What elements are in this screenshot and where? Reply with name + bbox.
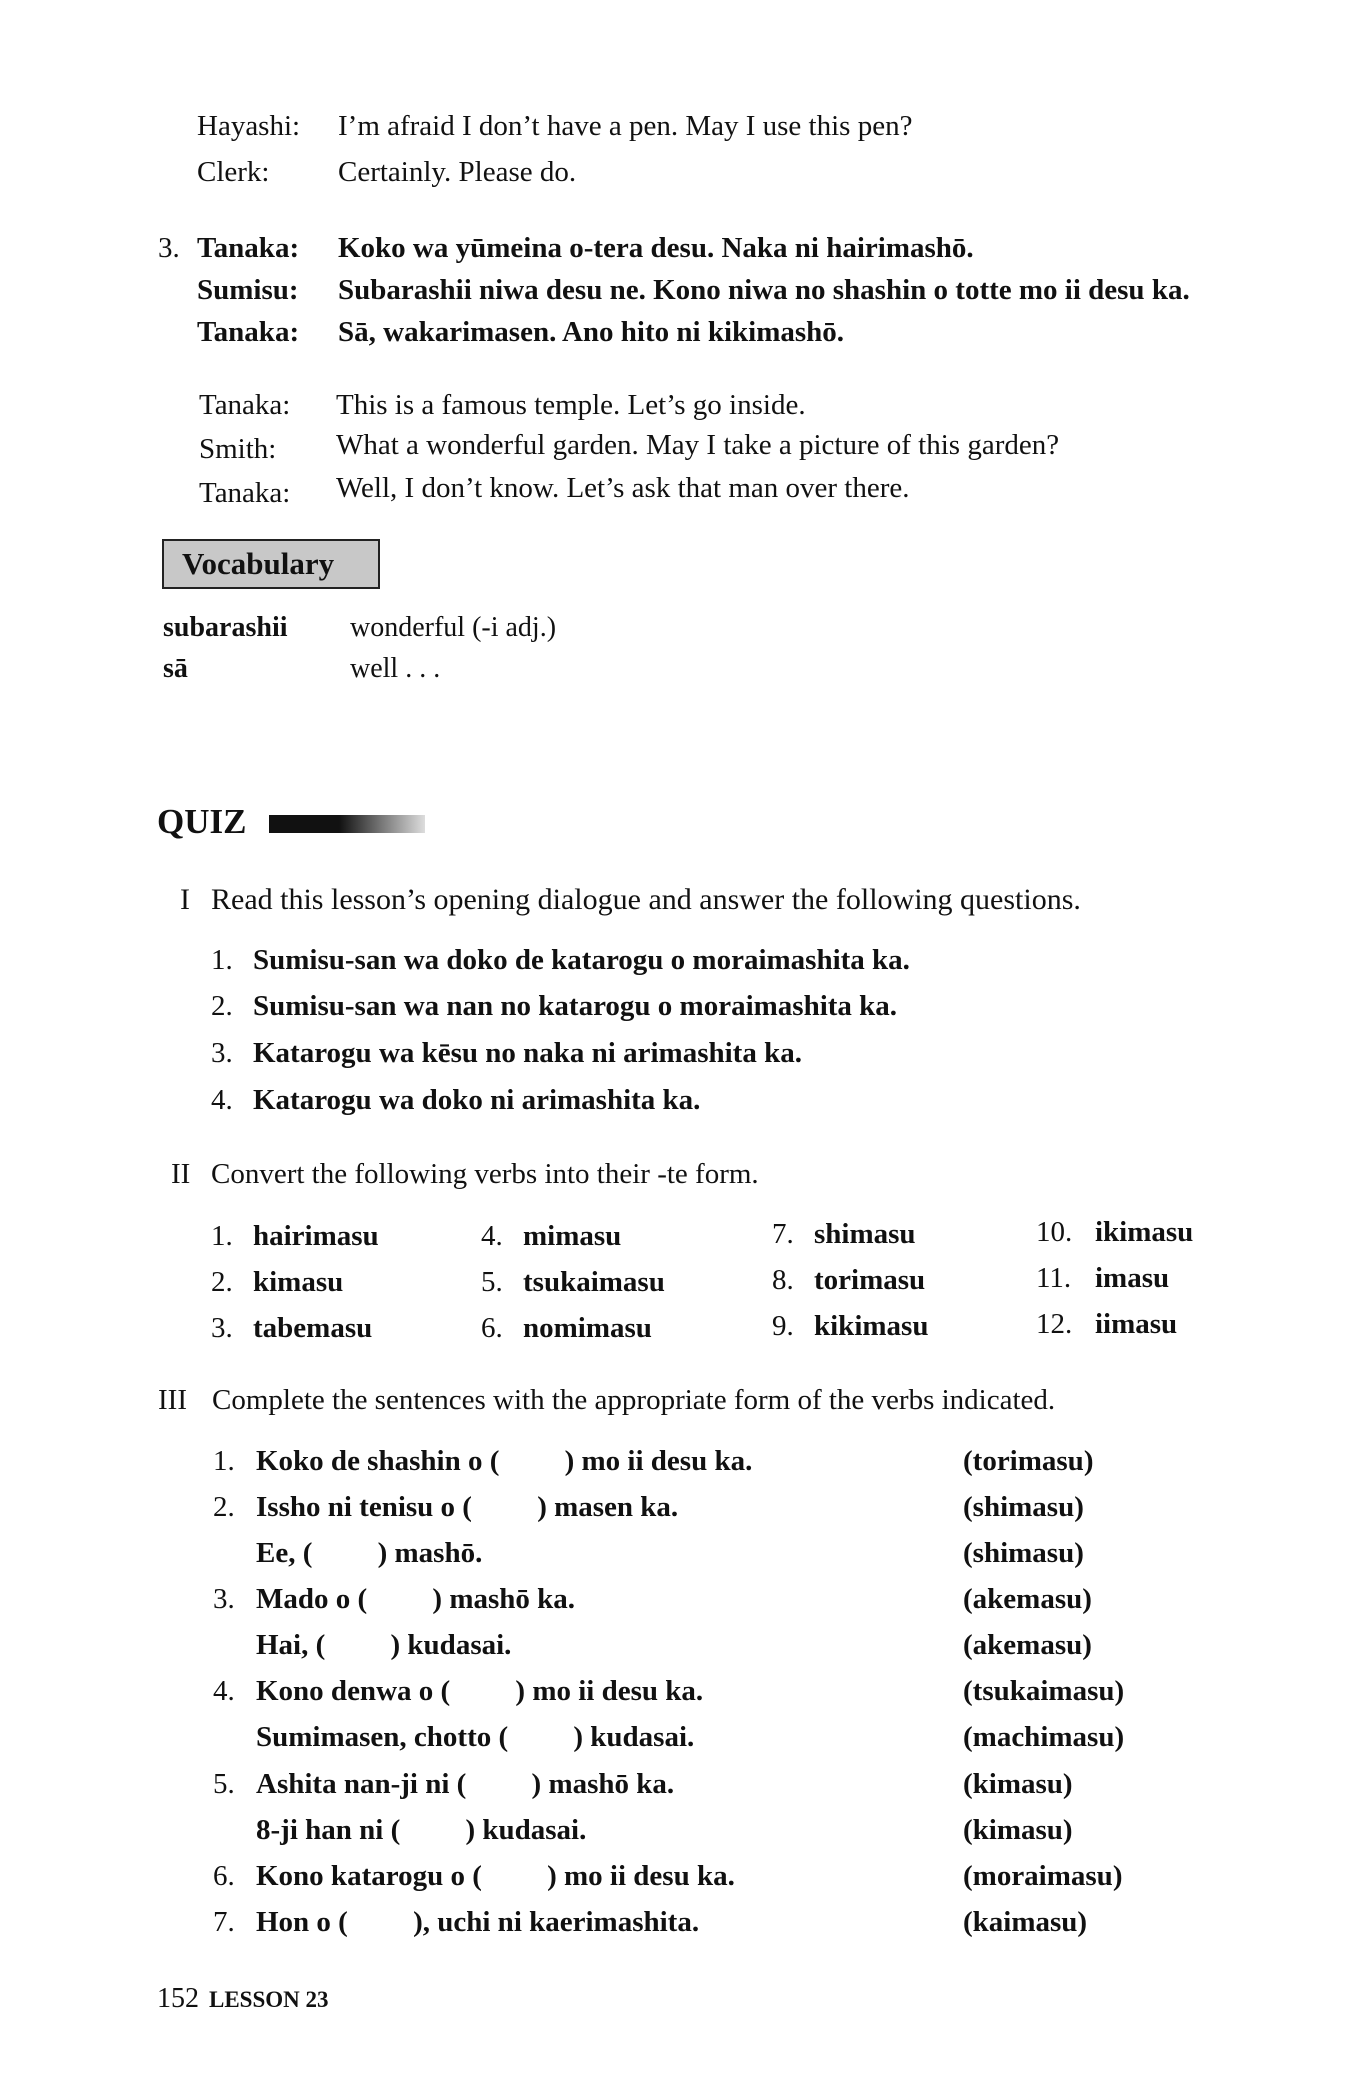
verb-hint: (kaimasu) bbox=[963, 1906, 1088, 1938]
sentence-text: Ee, ( ) mashō. bbox=[256, 1537, 483, 1569]
sentence-text: Koko de shashin o ( ) mo ii desu ka. bbox=[256, 1445, 753, 1477]
dialogue-line: Well, I don’t know. Let’s ask that man over there. bbox=[336, 472, 910, 504]
sentence-number: 7. bbox=[213, 1906, 235, 1938]
quiz-title: QUIZ bbox=[157, 802, 247, 841]
dialogue-line: Sā, wakarimasen. Ano hito ni kikimashō. bbox=[338, 316, 845, 348]
speaker-label: Clerk: bbox=[197, 156, 270, 188]
sentence-number: 5. bbox=[213, 1768, 235, 1800]
vocab-definition: well . . . bbox=[350, 653, 441, 684]
speaker-label: Tanaka: bbox=[199, 389, 291, 421]
section-instruction: Read this lesson’s opening dialogue and answer the following questions. bbox=[211, 883, 1081, 916]
speaker-label: Tanaka: bbox=[197, 316, 300, 348]
dialogue-number: 3. bbox=[158, 232, 180, 264]
dialogue-line: Koko wa yūmeina o-tera desu. Naka ni hairimashō. bbox=[338, 232, 974, 264]
lesson-label: LESSON 23 bbox=[209, 1987, 329, 2012]
verb-number: 3. bbox=[211, 1312, 233, 1344]
verb-hint: (shimasu) bbox=[963, 1537, 1084, 1569]
verb-item: nomimasu bbox=[523, 1312, 652, 1344]
verb-item: hairimasu bbox=[253, 1220, 379, 1252]
question-text: Katarogu wa kēsu no naka ni arimashita ka. bbox=[253, 1037, 802, 1069]
section-instruction: Convert the following verbs into their -te form. bbox=[211, 1158, 759, 1190]
speaker-label: Tanaka: bbox=[199, 477, 291, 509]
verb-number: 11. bbox=[1036, 1262, 1072, 1294]
dialogue-line: What a wonderful garden. May I take a picture of this garden? bbox=[336, 429, 1060, 461]
sentence-text: Issho ni tenisu o ( ) masen ka. bbox=[256, 1491, 679, 1523]
question-text: Sumisu-san wa nan no katarogu o moraimashita ka. bbox=[253, 990, 898, 1022]
speaker-label: Hayashi: bbox=[197, 110, 301, 142]
section-numeral: II bbox=[171, 1158, 191, 1190]
verb-hint: (akemasu) bbox=[963, 1583, 1092, 1615]
verb-hint: (torimasu) bbox=[963, 1445, 1094, 1477]
speaker-label: Smith: bbox=[199, 433, 277, 465]
verb-hint: (kimasu) bbox=[963, 1768, 1073, 1800]
question-number: 3. bbox=[211, 1037, 233, 1069]
sentence-text: Mado o ( ) mashō ka. bbox=[256, 1583, 576, 1615]
dialogue-line: I’m afraid I don’t have a pen. May I use this pen? bbox=[338, 110, 913, 142]
verb-number: 5. bbox=[481, 1266, 503, 1298]
sentence-text: Hon o ( ), uchi ni kaerimashita. bbox=[256, 1906, 700, 1938]
verb-hint: (machimasu) bbox=[963, 1721, 1125, 1753]
speaker-label: Sumisu: bbox=[197, 274, 299, 306]
verb-hint: (kimasu) bbox=[963, 1814, 1073, 1846]
vocab-definition: wonderful (-i adj.) bbox=[350, 612, 557, 643]
section-instruction: Complete the sentences with the appropriate form of the verbs indicated. bbox=[212, 1384, 1056, 1416]
vocab-term: sā bbox=[163, 653, 188, 684]
verb-hint: (tsukaimasu) bbox=[963, 1675, 1125, 1707]
verb-item: kikimasu bbox=[814, 1310, 929, 1342]
sentence-number: 2. bbox=[213, 1491, 235, 1523]
verb-number: 4. bbox=[481, 1220, 503, 1252]
verb-number: 7. bbox=[772, 1218, 794, 1250]
verb-item: tsukaimasu bbox=[523, 1266, 665, 1298]
sentence-text: Kono katarogu o ( ) mo ii desu ka. bbox=[256, 1860, 735, 1892]
dialogue-line: Certainly. Please do. bbox=[338, 156, 577, 188]
verb-item: shimasu bbox=[814, 1218, 916, 1250]
sentence-text: Ashita nan-ji ni ( ) mashō ka. bbox=[256, 1768, 675, 1800]
sentence-number: 1. bbox=[213, 1445, 235, 1477]
verb-hint: (moraimasu) bbox=[963, 1860, 1123, 1892]
sentence-text: Hai, ( ) kudasai. bbox=[256, 1629, 512, 1661]
question-number: 1. bbox=[211, 944, 233, 976]
sentence-number: 6. bbox=[213, 1860, 235, 1892]
question-number: 4. bbox=[211, 1084, 233, 1116]
verb-item: kimasu bbox=[253, 1266, 344, 1298]
verb-number: 1. bbox=[211, 1220, 233, 1252]
page-number: 152 bbox=[157, 1983, 199, 2014]
sentence-text: Kono denwa o ( ) mo ii desu ka. bbox=[256, 1675, 704, 1707]
question-text: Sumisu-san wa doko de katarogu o moraimashita ka. bbox=[253, 944, 910, 976]
sentence-number: 4. bbox=[213, 1675, 235, 1707]
verb-item: ikimasu bbox=[1095, 1216, 1194, 1248]
section-numeral: III bbox=[158, 1384, 187, 1416]
verb-item: iimasu bbox=[1095, 1308, 1178, 1340]
question-number: 2. bbox=[211, 990, 233, 1022]
verb-number: 2. bbox=[211, 1266, 233, 1298]
dialogue-line: This is a famous temple. Let’s go inside. bbox=[336, 389, 806, 421]
question-text: Katarogu wa doko ni arimashita ka. bbox=[253, 1084, 701, 1116]
section-numeral: I bbox=[180, 883, 190, 916]
sentence-text: 8-ji han ni ( ) kudasai. bbox=[256, 1814, 587, 1846]
verb-hint: (akemasu) bbox=[963, 1629, 1092, 1661]
speaker-label: Tanaka: bbox=[197, 232, 300, 264]
verb-hint: (shimasu) bbox=[963, 1491, 1084, 1523]
verb-number: 12. bbox=[1036, 1308, 1073, 1340]
verb-item: imasu bbox=[1095, 1262, 1170, 1294]
dialogue-line: Subarashii niwa desu ne. Kono niwa no shashin o totte mo ii desu ka. bbox=[338, 274, 1190, 306]
verb-number: 9. bbox=[772, 1310, 794, 1342]
quiz-title-bar bbox=[269, 815, 425, 833]
verb-item: tabemasu bbox=[253, 1312, 373, 1344]
verb-number: 10. bbox=[1036, 1216, 1073, 1248]
verb-number: 8. bbox=[772, 1264, 794, 1296]
verb-item: mimasu bbox=[523, 1220, 622, 1252]
verb-item: torimasu bbox=[814, 1264, 926, 1296]
vocabulary-heading: Vocabulary bbox=[162, 539, 380, 589]
page-footer bbox=[157, 1983, 329, 2015]
sentence-text: Sumimasen, chotto ( ) kudasai. bbox=[256, 1721, 695, 1753]
vocab-term: subarashii bbox=[163, 612, 288, 643]
verb-number: 6. bbox=[481, 1312, 503, 1344]
sentence-number: 3. bbox=[213, 1583, 235, 1615]
